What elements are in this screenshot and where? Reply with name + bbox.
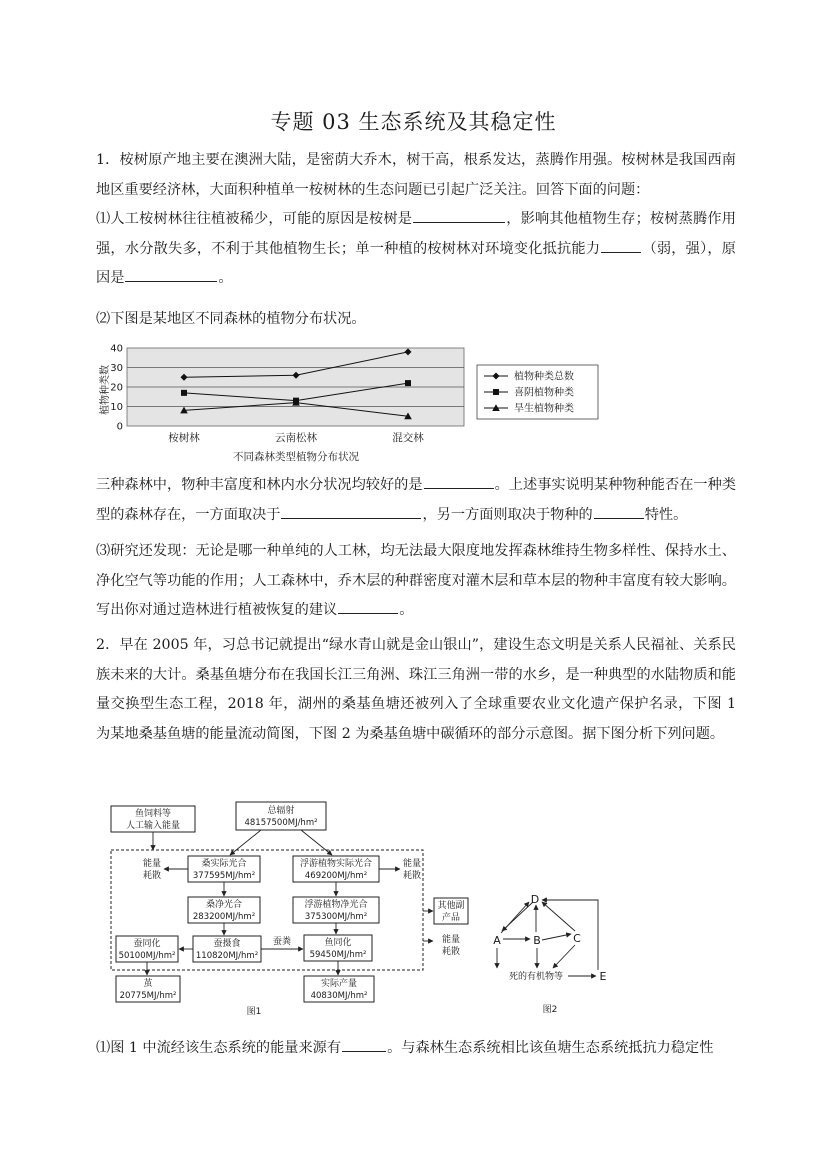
plankton-net-photosynthesis-value: 375300MJ/hm² [304,912,368,922]
mulberry-actual-photosynthesis-value: 377595MJ/hm² [192,871,256,881]
energy-dissipation-label: 能量 [142,859,162,869]
q1-part3-text-c: ，另一方面则取决于物种的 [422,506,593,523]
dead-organic-matter-label: 死的有机物等 [508,972,564,982]
plankton-net-photosynthesis-label: 浮游植物净光合 [304,900,368,910]
carbon-cycle-diagram [486,888,616,1018]
node-a: A [493,934,501,947]
plankton-actual-photosynthesis-value: 469200MJ/hm² [304,871,368,881]
node-c: C [573,932,581,945]
answer-blank[interactable] [413,206,505,223]
q1-part4-text-a: ⑶研究还发现：无论是哪一种单纯的人工林，均无法最大限度地发挥森林维持生物多样性、保持水土、净化空气等功能的作用；人工森林中，乔木层的种群密度对灌木层和草本层的物种丰富度有较大影响。写出你对通过造林进行植被恢复的建议 [96,543,736,619]
q1-part3-text-a: 三种森林中，物种丰富度和林内水分状况均较好的是 [96,477,423,493]
y-tick-label: 0 [116,421,123,433]
answer-blank[interactable] [424,472,494,489]
legend-label: 旱生植物种类 [514,403,574,415]
cocoon-value: 20775MJ/hm² [119,991,177,1001]
x-tick-label: 云南松林 [275,432,317,444]
answer-blank[interactable] [342,1035,386,1052]
actual-yield-label: 实际产量 [320,979,358,989]
data-point [405,380,411,386]
q1-intro: 1．桉树原产地主要在澳洲大陆，是密荫大乔木，树干高，根系发达，蒸腾作用强。桉树林是我国西南地区重要经济林，大面积种植单一桉树林的生态问题已引起广泛关注。回答下面的问题： [96,152,736,198]
figure-1-caption: 图1 [246,1007,262,1017]
total-radiation-label: 总辐射 [267,806,295,816]
answer-blank[interactable] [338,597,398,614]
q1-part1-text-b: ，影响其他植物生存；桉树蒸腾作用强，水分散失多，不利于其他植物生长；单一种植的桉树林对环境变化抵抗能力 [96,211,736,257]
data-point [181,390,187,396]
y-tick-label: 40 [110,343,123,355]
q1-part2: ⑵下图是某地区不同森林的植物分布状况。 [96,311,366,327]
silkworm-feces-label: 蚕粪 [272,937,292,947]
other-products-label: 其他副 [437,901,465,911]
plant-distribution-chart [96,338,616,466]
silkworm-intake-value: 110820MJ/hm² [195,951,259,961]
legend-label: 喜阴植物种类 [514,387,574,399]
x-axis-label: 不同森林类型植物分布状况 [233,451,359,463]
q1-part4 [96,537,736,626]
mulberry-actual-photosynthesis-label: 桑实际光合 [201,859,247,869]
energy-dissipation-label: 耗散 [441,947,461,957]
q1-part1-text-c: （弱，强），原因是 [96,240,736,287]
q1-part1-text-d: 。 [218,270,233,287]
cocoon-label: 茧 [143,979,153,989]
answer-blank[interactable] [594,502,644,519]
energy-dissipation-label: 耗散 [142,871,162,881]
q1-part1-text-a: ⑴人工桉树林往往植被稀少，可能的原因是桉树是 [96,211,413,227]
feed-input-label: 鱼饲料等 [134,809,172,819]
node-e: E [599,970,607,983]
mulberry-net-photosynthesis-label: 桑净光合 [205,900,243,910]
figure-2-caption: 图2 [542,1005,558,1015]
silkworm-assimilation-value: 50100MJ/hm² [118,951,176,961]
q2-intro: 2．早在 2005 年，习总书记就提出“绿水青山就是金山银山”，建设生态文明是关系人民福祉、关系民族未来的大计。桑基鱼塘分布在我国长江三角洲、珠江三角洲一带的水乡，是一种典型的水陆物质和能量交换型生态工程，2018 年，湖州的桑基鱼塘还被列入了全球重要农业文化遗产保护名录，下图 1 为某地桑基鱼塘的能量流动简图，下图 2 为桑基鱼塘中碳循环的部分示意图。据下图分析下列问题。 [96,637,736,742]
energy-dissipation-label: 耗散 [402,871,422,881]
fish-assimilation-value: 59450MJ/hm² [309,950,367,960]
y-axis-label: 植物种类数 [100,365,111,415]
node-d: D [530,893,540,906]
fish-assimilation-label: 鱼同化 [324,938,352,948]
answer-blank[interactable] [281,502,421,519]
silkworm-assimilation-label: 蚕同化 [133,939,161,949]
answer-blank[interactable] [601,236,641,253]
y-tick-label: 10 [110,402,123,413]
energy-flow-diagram [96,796,476,1021]
q2-part1-text-a: ⑴图 1 中流经该生态系统的能量来源有 [96,1040,342,1056]
energy-dissipation-label: 能量 [402,859,422,869]
q1-part1 [96,205,736,294]
legend-label: 植物种类总数 [514,371,574,383]
x-tick-label: 桉树林 [168,432,200,444]
y-tick-label: 30 [110,363,123,374]
answer-blank[interactable] [125,265,217,282]
q2-part1-text-b: 。与森林生态系统相比该鱼塘生态系统抵抗力稳定性 [387,1040,714,1056]
node-b: B [533,934,541,947]
silkworm-intake-label: 蚕摄食 [213,939,241,949]
q1-part4-text-b: 。 [399,602,414,619]
legend-marker [493,389,499,395]
total-radiation-value: 48157500MJ/hm² [244,818,318,828]
page-title: 专题 03 生态系统及其稳定性 [270,110,557,134]
plankton-actual-photosynthesis-label: 浮游植物实际光合 [299,859,373,869]
q1-part3 [96,471,736,530]
actual-yield-value: 40830MJ/hm² [310,991,368,1001]
q2-part1 [96,1034,736,1064]
y-tick-label: 20 [110,382,123,394]
energy-dissipation-label: 能量 [441,935,461,945]
x-tick-label: 混交林 [392,432,424,444]
other-products-label: 产品 [441,913,461,923]
mulberry-net-photosynthesis-value: 283200MJ/hm² [192,912,256,922]
q1-part3-text-b: 。上述事实说明某种物种能否在一种类型的森林存在，一方面取决于 [96,477,736,523]
feed-input-label: 人工输入能量 [125,821,181,831]
q1-part3-text-d: 特性。 [644,506,688,523]
